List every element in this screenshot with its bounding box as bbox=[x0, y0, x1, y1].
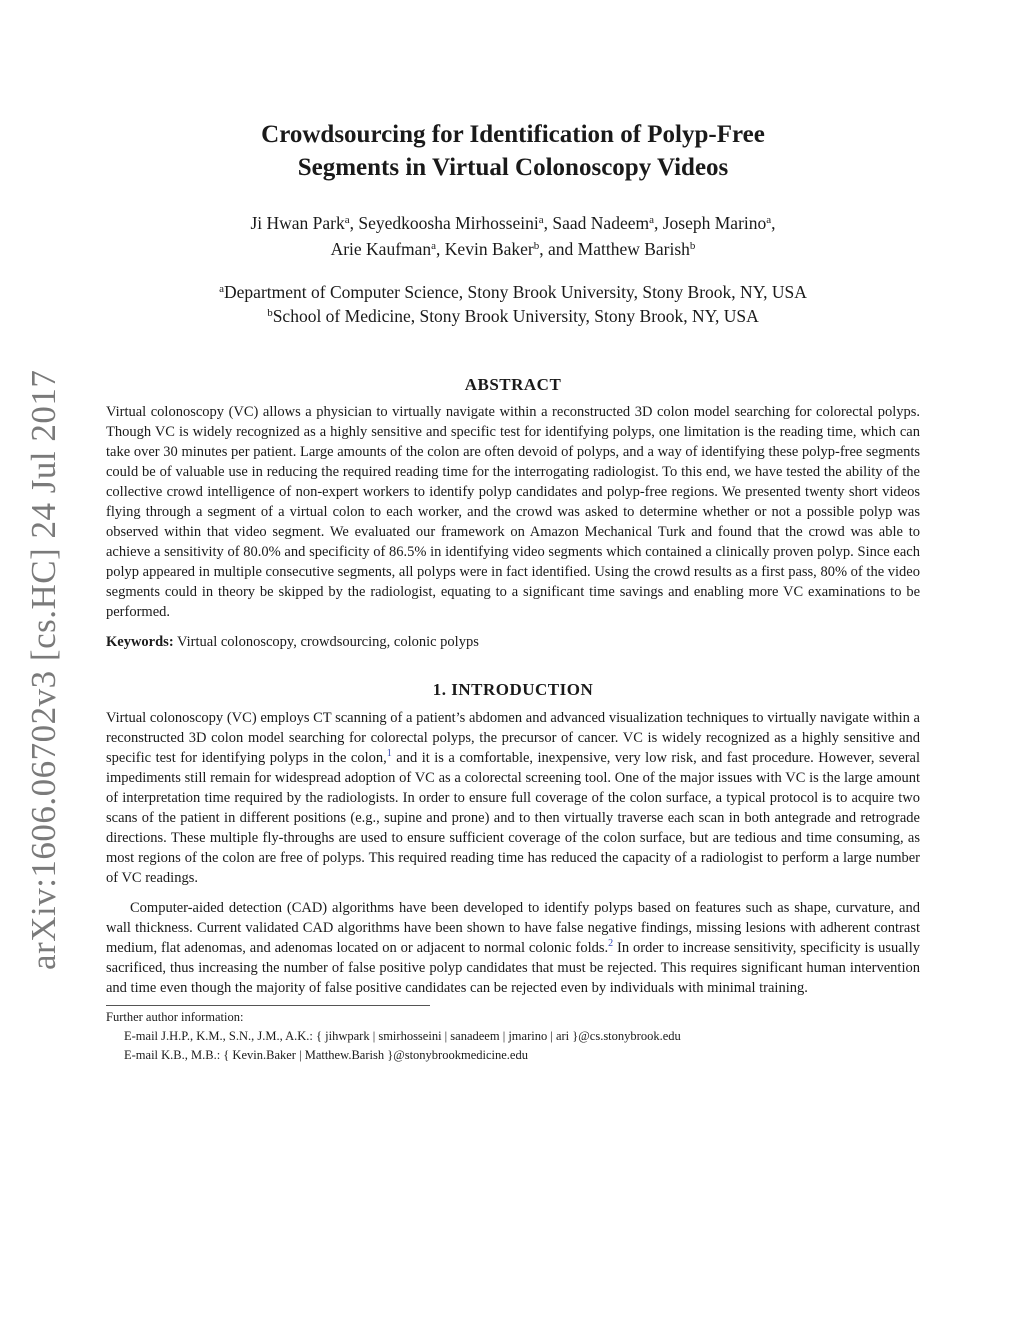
author-name: Arie Kaufman bbox=[330, 239, 432, 259]
footnote-email-line-1: E-mail J.H.P., K.M., S.N., J.M., A.K.: { jihwpark | smirhosseini | sanadeem | jmarino | ari }@cs.stonybrook.edu bbox=[124, 1029, 681, 1043]
author-separator: , bbox=[436, 239, 445, 259]
paragraph-text: In order to increase sensitivity, specificity is usually sacrificed, thus increasing the number of false positive polyp candidates that must be rejected. This requires significant human intervention and time even though the majority of false positive candidates can be rejected even by individuals with minimal training. bbox=[106, 940, 920, 996]
author-affil-mark: b bbox=[533, 240, 540, 252]
author-name: Saad Nadeem bbox=[552, 213, 650, 233]
footnote-divider bbox=[106, 1005, 430, 1006]
author-name: Ji Hwan Park bbox=[250, 213, 345, 233]
footnote-email-line-2: E-mail K.B., M.B.: { Kevin.Baker | Matthew.Barish }@stonybrookmedicine.edu bbox=[124, 1048, 528, 1062]
affiliation-a bbox=[106, 280, 920, 304]
keywords-text: Virtual colonoscopy, crowdsourcing, colonic polyps bbox=[173, 634, 479, 650]
author-name: Kevin Baker bbox=[444, 239, 534, 259]
introduction-heading: 1. INTRODUCTION bbox=[432, 680, 594, 699]
affiliation-text: Department of Computer Science, Stony Brook University, Stony Brook, NY, USA bbox=[224, 282, 807, 302]
paper-page bbox=[106, 118, 920, 1065]
paper-title bbox=[106, 118, 920, 184]
author-name: Matthew Barish bbox=[577, 239, 690, 259]
author-affil-mark: b bbox=[689, 240, 696, 252]
author-separator: , bbox=[543, 213, 553, 233]
affiliation-b bbox=[106, 304, 920, 328]
keywords bbox=[106, 632, 920, 652]
affiliation-mark: a bbox=[219, 283, 225, 295]
paragraph-text: Computer-aided detection (CAD) algorithms have been developed to identify polyps based on features such as shape, curvature, and wall thickness. Current validated CAD algorithms have been shown to have false negative findings, missing lesions with adherent contrast medium, flat adenomas, and adenomas located on or adjacent to normal colonic folds. bbox=[106, 900, 920, 956]
author-line-1 bbox=[106, 210, 920, 236]
author-separator: , bbox=[349, 213, 359, 233]
introduction-paragraph-2 bbox=[106, 898, 920, 998]
paragraph-text: Virtual colonoscopy (VC) employs CT scanning of a patient’s abdomen and advanced visualization techniques to virtually navigate within a reconstructed 3D colon model searching for colorectal polyps, the precursor of cancer. VC is widely recognized as a highly sensitive and specific test for identifying polyps in the colon, bbox=[106, 710, 920, 766]
title-line-2: Segments in Virtual Colonoscopy Videos bbox=[297, 154, 729, 181]
affiliation-list bbox=[106, 280, 920, 328]
citation-link[interactable]: 2 bbox=[608, 938, 614, 949]
paragraph-text: and it is a comfortable, inexpensive, very low risk, and fast procedure. However, several impediments still remain for widespread adoption of VC as a colorectal screening tool. One of the major issues with VC is the large amount of interpretation time required by the radiologists. In order to ensure full coverage of the colon surface, a typical protocol is to acquire two scans of the patient in different positions (e.g., supine and prone) and to then virtually traverse each scan in both antegrade and retrograde directions. These multiple fly-throughs are used to ensure sufficient coverage of the colon surface, but are tedious and time consuming, as most regions of the colon are free of polyps. This required reading time has reduced the capacity of a radiologist to perform a large number of VC readings. bbox=[106, 750, 920, 886]
affiliation-text: School of Medicine, Stony Brook University, Stony Brook, NY, USA bbox=[272, 306, 759, 326]
affiliation-mark: b bbox=[267, 307, 273, 319]
author-separator: , and bbox=[539, 239, 578, 259]
keywords-label: Keywords: bbox=[106, 634, 174, 650]
footnote-heading: Further author information: bbox=[106, 1010, 244, 1024]
introduction-paragraph-1 bbox=[106, 708, 920, 888]
author-affil-mark: a bbox=[344, 214, 350, 226]
author-affil-mark: a bbox=[766, 214, 772, 226]
author-list bbox=[106, 210, 920, 262]
author-separator: , bbox=[653, 213, 663, 233]
author-affil-mark: a bbox=[431, 240, 437, 252]
author-separator: , bbox=[771, 213, 776, 233]
author-affil-mark: a bbox=[538, 214, 544, 226]
footnotes bbox=[106, 1008, 920, 1065]
citation-link[interactable]: 1 bbox=[386, 748, 392, 759]
author-name: Seyedkoosha Mirhosseini bbox=[358, 213, 539, 233]
author-affil-mark: a bbox=[649, 214, 654, 226]
abstract-heading: ABSTRACT bbox=[464, 375, 562, 394]
author-line-2 bbox=[106, 236, 920, 262]
arxiv-identifier: arXiv:1606.06702v3 [cs.HC] 24 Jul 2017 bbox=[24, 369, 63, 970]
author-name: Joseph Marino bbox=[662, 213, 767, 233]
abstract-text: Virtual colonoscopy (VC) allows a physician to virtually navigate within a reconstructed 3D colon model searching for colorectal polyps. Though VC is widely recognized as a highly sensitive and specific test for identifying polyps, one limitation is the reading time, which can take over 30 minutes per patient. Large amounts of the colon are often devoid of polyps, and a way of identifying these polyp-free segments could be of valuable use in reducing the required reading time for the interrogating radiologist. To this end, we have tested the ability of the collective crowd intelligence of non-expert workers to identify polyp candidates and polyp-free regions. We presented twenty short videos flying through a segment of a virtual colon to each worker, and the crowd was asked to determine whether or not a possible polyp was observed within that video segment. We evaluated our framework on Amazon Mechanical Turk and found that the crowd was able to achieve a sensitivity of 80.0% and specificity of 86.5% in identifying video segments which contained a clinically proven polyp. Since each polyp appeared in multiple consecutive segments, all polyps were in fact identified. Using the crowd results as a first pass, 80% of the video segments could in theory be skipped by the radiologist, equating to a significant time savings and enabling more VC examinations to be performed. bbox=[106, 404, 920, 620]
title-line-1: Crowdsourcing for Identification of Polyp-Free bbox=[261, 121, 765, 148]
